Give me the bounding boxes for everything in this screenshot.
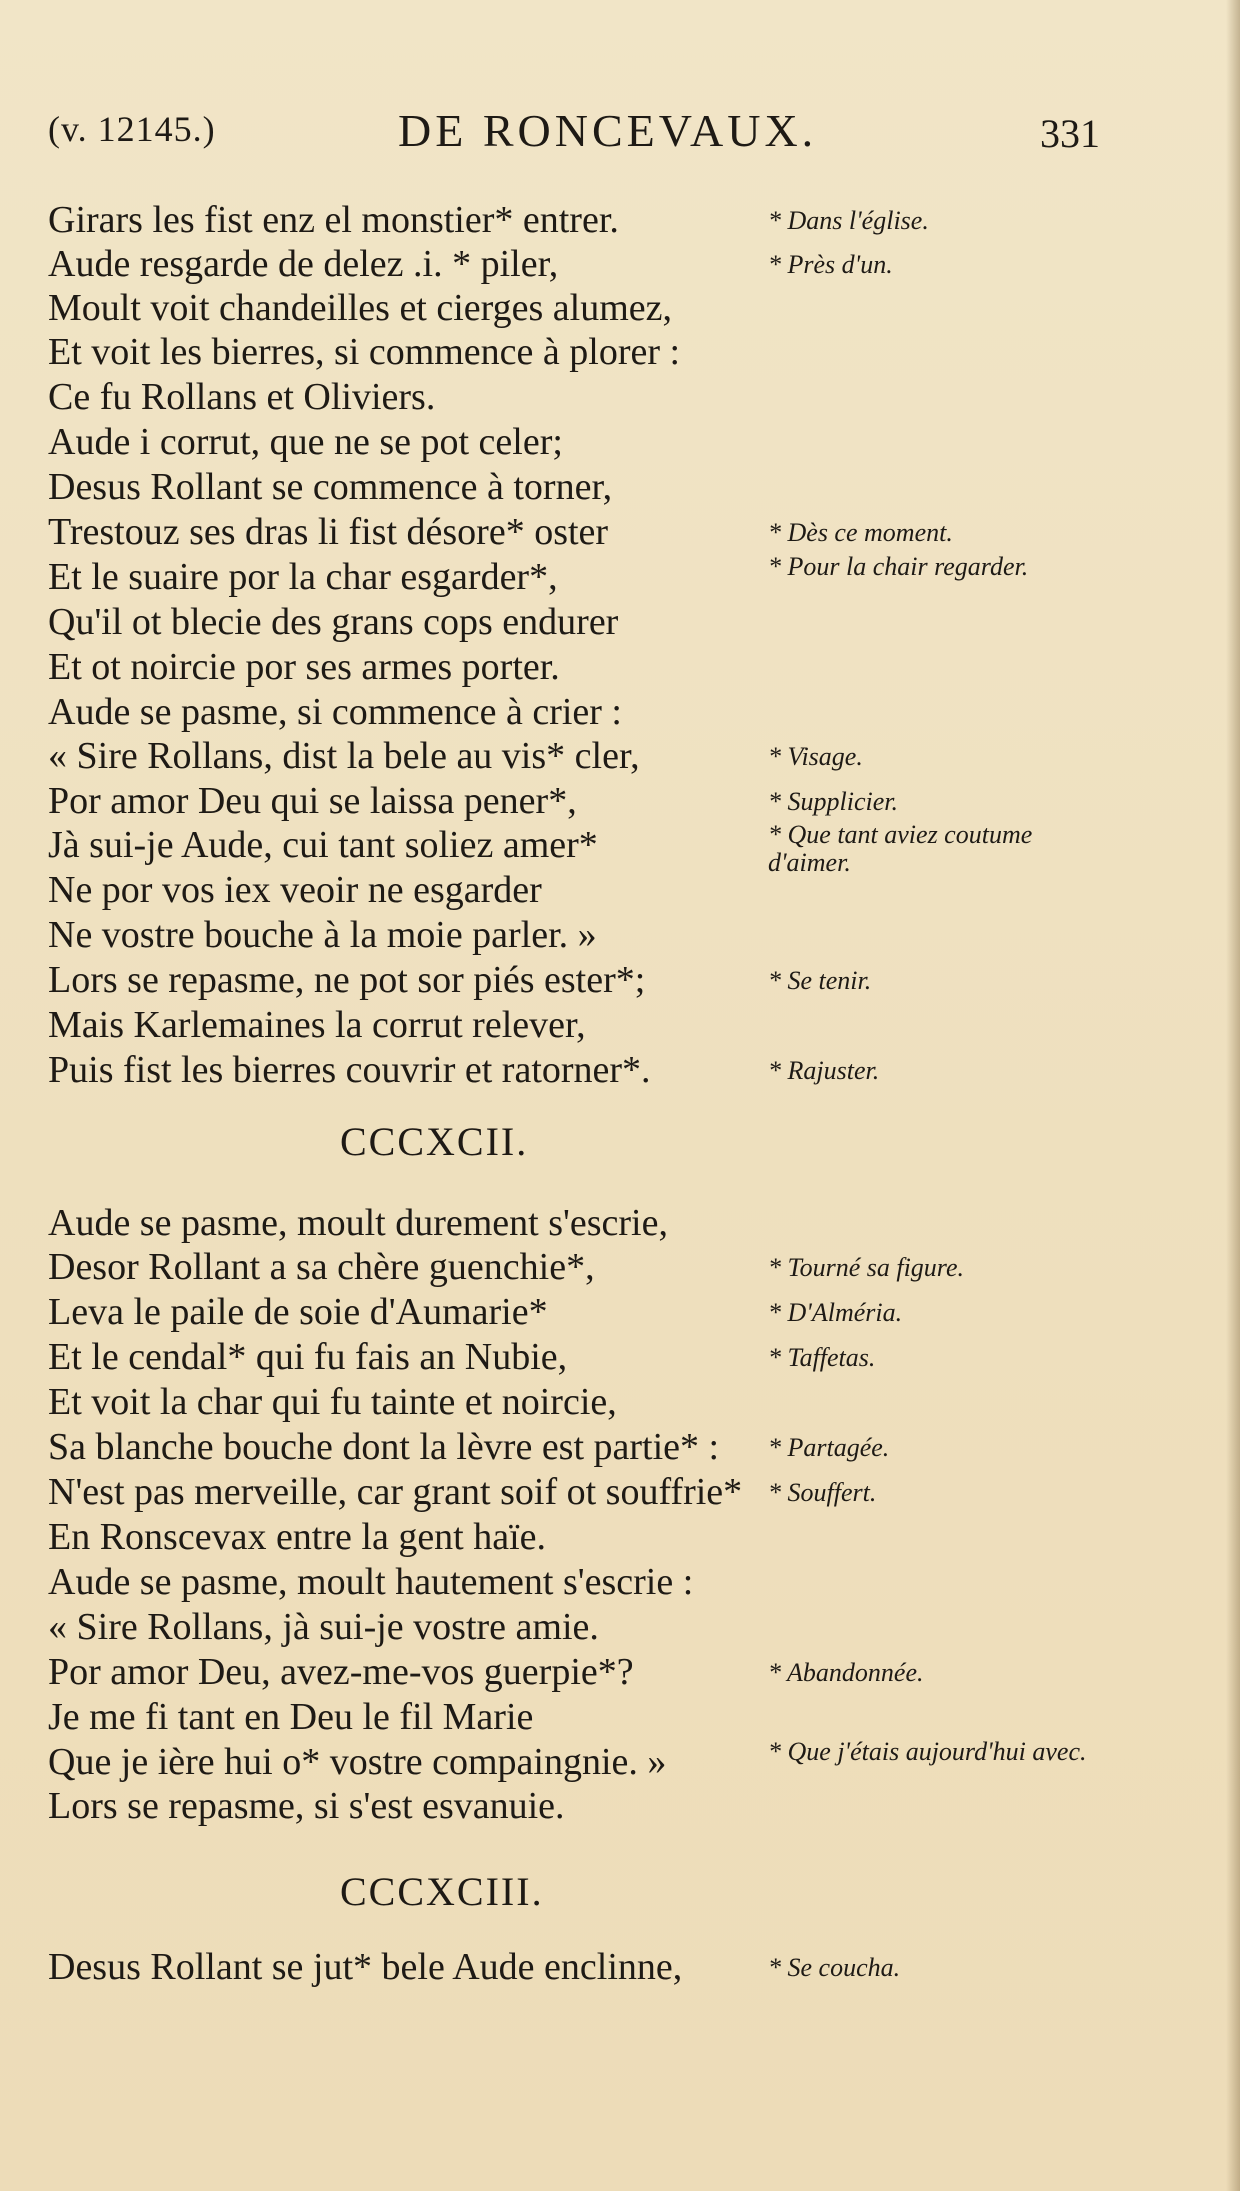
gloss-note: * Pour la chair regarder. — [768, 552, 1029, 581]
running-title: DE RONCEVAUX. — [398, 105, 818, 156]
verse-line: Qu'il ot blecie des grans cops endurer — [48, 601, 619, 643]
verse-line: Ne por vos iex veoir ne esgarder — [48, 869, 542, 911]
verse-line: Aude se pasme, si commence à crier : — [48, 691, 622, 733]
verse-line: Jà sui-je Aude, cui tant soliez amer* — [48, 824, 598, 866]
verse-line: Et voit les bierres, si commence à plorer : — [48, 331, 681, 373]
verse-line: Ne vostre bouche à la moie parler. » — [48, 914, 597, 956]
verse-line: Je me fi tant en Deu le fil Marie — [48, 1696, 534, 1738]
gloss-note: * Visage. — [768, 742, 863, 771]
gloss-note: * Se coucha. — [768, 1953, 901, 1982]
gloss-note: * D'Alméria. — [768, 1298, 903, 1327]
verse-line: Leva le paile de soie d'Aumarie* — [48, 1291, 548, 1333]
running-header — [48, 104, 1108, 160]
verse-line: Lors se repasme, si s'est esvanuie. — [48, 1785, 565, 1827]
verse-line: Aude se pasme, moult durement s'escrie, — [48, 1202, 668, 1244]
page-edge-shadow — [1226, 0, 1240, 2191]
verse-line: Et voit la char qui fu tainte et noircie, — [48, 1381, 617, 1423]
verse-line: Lors se repasme, ne pot sor piés ester*; — [48, 959, 646, 1001]
gloss-note: * Abandonnée. — [768, 1658, 924, 1687]
gloss-note: * Rajuster. — [768, 1056, 880, 1085]
gloss-note: * Partagée. — [768, 1433, 890, 1462]
verse-line: Aude se pasme, moult hautement s'escrie : — [48, 1561, 694, 1603]
verse-line: « Sire Rollans, jà sui-je vostre amie. — [48, 1606, 599, 1648]
gloss-note: * Près d'un. — [768, 250, 893, 279]
verse-line: Mais Karlemaines la corrut relever, — [48, 1004, 586, 1046]
verse-line: Girars les fist enz el monstier* entrer. — [48, 199, 619, 241]
gloss-note: * Se tenir. — [768, 966, 872, 995]
verse-line: Aude resgarde de delez .i. * piler, — [48, 243, 559, 285]
verse-line: Desus Rollant se commence à torner, — [48, 466, 613, 508]
gloss-note: * Que tant aviez coutume d'aimer. — [768, 820, 1033, 877]
verse-line: Desor Rollant a sa chère guenchie*, — [48, 1246, 595, 1288]
verse-line: Et le suaire por la char esgarder*, — [48, 556, 558, 598]
gloss-note: * Que j'étais aujourd'hui avec. — [768, 1737, 1087, 1766]
verse-line: Trestouz ses dras li fist désore* oster — [48, 511, 609, 553]
verse-line: Moult voit chandeilles et cierges alumez, — [48, 287, 672, 329]
verse-line: Que je ière hui o* vostre compaingnie. » — [48, 1741, 667, 1783]
verse-line: Desus Rollant se jut* bele Aude enclinne, — [48, 1946, 683, 1988]
gloss-note: * Dès ce moment. — [768, 518, 953, 547]
gloss-note: * Souffert. — [768, 1478, 877, 1507]
verse-line: Sa blanche bouche dont la lèvre est partie* : — [48, 1426, 720, 1468]
gloss-note: * Taffetas. — [768, 1343, 876, 1372]
verse-line: Et le cendal* qui fu fais an Nubie, — [48, 1336, 568, 1378]
verse-line: Por amor Deu qui se laissa pener*, — [48, 780, 577, 822]
stanza-number: CCCXCIII. — [340, 1869, 544, 1914]
verse-line: Aude i corrut, que ne se pot celer; — [48, 421, 563, 463]
verse-line: « Sire Rollans, dist la bele au vis* cler, — [48, 735, 640, 777]
verse-line: Et ot noircie por ses armes porter. — [48, 646, 560, 688]
verse-line: Por amor Deu, avez-me-vos guerpie*? — [48, 1651, 634, 1693]
verse-line: Puis fist les bierres couvrir et ratorner*. — [48, 1049, 651, 1091]
verse-line: N'est pas merveille, car grant soif ot souffrie* — [48, 1471, 743, 1513]
gloss-note: * Dans l'église. — [768, 206, 929, 235]
gloss-note: * Supplicier. — [768, 787, 898, 816]
stanza-number: CCCXCII. — [340, 1119, 529, 1164]
verse-line: En Ronscevax entre la gent haïe. — [48, 1516, 547, 1558]
verse-reference: (v. 12145.) — [48, 109, 216, 149]
gloss-note: * Tourné sa figure. — [768, 1253, 964, 1282]
page-number: 331 — [1040, 111, 1100, 156]
verse-line: Ce fu Rollans et Oliviers. — [48, 376, 436, 418]
